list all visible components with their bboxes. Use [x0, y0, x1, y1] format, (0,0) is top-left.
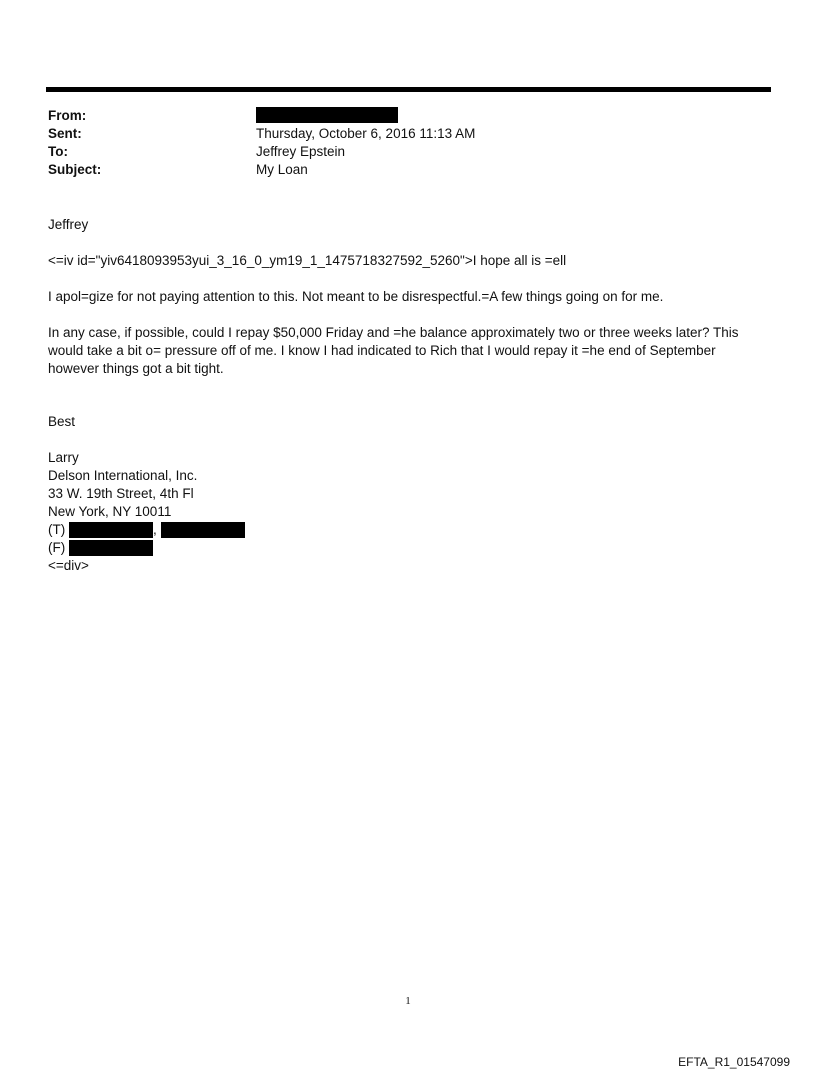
body-line-1: <=iv id="yiv6418093953yui_3_16_0_ym19_1_1475718327592_5260">I hope all is =ell	[48, 253, 567, 268]
to-label: To:	[48, 144, 68, 159]
fax-prefix: (F)	[48, 540, 66, 555]
signature-fax-line	[48, 539, 153, 557]
sent-value: Thursday, October 6, 2016 11:13 AM	[256, 126, 476, 141]
closing: Best	[48, 414, 76, 429]
signature-phone-line	[48, 521, 245, 539]
subject-label: Subject:	[48, 162, 102, 177]
body-paragraph-3-line-3: however things got a bit tight.	[48, 361, 224, 376]
body-paragraph-3-line-2: would take a bit o= pressure off of me. I know I had indicated to Rich that I would repay it =he end of September	[48, 343, 716, 358]
page-number: 1	[405, 995, 411, 1007]
fax-redaction	[69, 540, 153, 556]
body-line-2: I apol=gize for not paying attention to this. Not meant to be disrespectful.=A few things going on for me.	[48, 289, 664, 304]
signature-city: New York, NY 10011	[48, 504, 172, 519]
from-redaction	[256, 107, 398, 123]
phone-prefix: (T)	[48, 522, 66, 537]
signature-trailer: <=div>	[48, 558, 89, 573]
sent-label: Sent:	[48, 126, 82, 141]
from-label: From:	[48, 108, 87, 123]
subject-row	[48, 161, 748, 179]
signature-name: Larry	[48, 450, 79, 465]
header-divider	[46, 87, 771, 92]
phone-separator: ,	[153, 522, 157, 537]
salutation: Jeffrey	[48, 217, 89, 232]
subject-value: My Loan	[256, 162, 308, 177]
document-id: EFTA_R1_01547099	[678, 1055, 790, 1069]
signature-company: Delson International, Inc.	[48, 468, 198, 483]
phone-redaction-2	[161, 522, 245, 538]
email-header	[48, 107, 748, 179]
to-value: Jeffrey Epstein	[256, 144, 346, 159]
from-row	[48, 107, 748, 125]
sent-row	[48, 125, 748, 143]
to-row	[48, 143, 748, 161]
phone-redaction-1	[69, 522, 153, 538]
signature-street: 33 W. 19th Street, 4th Fl	[48, 486, 194, 501]
body-paragraph-3-line-1: In any case, if possible, could I repay $50,000 Friday and =he balance approximately two or three weeks later? This	[48, 325, 739, 340]
